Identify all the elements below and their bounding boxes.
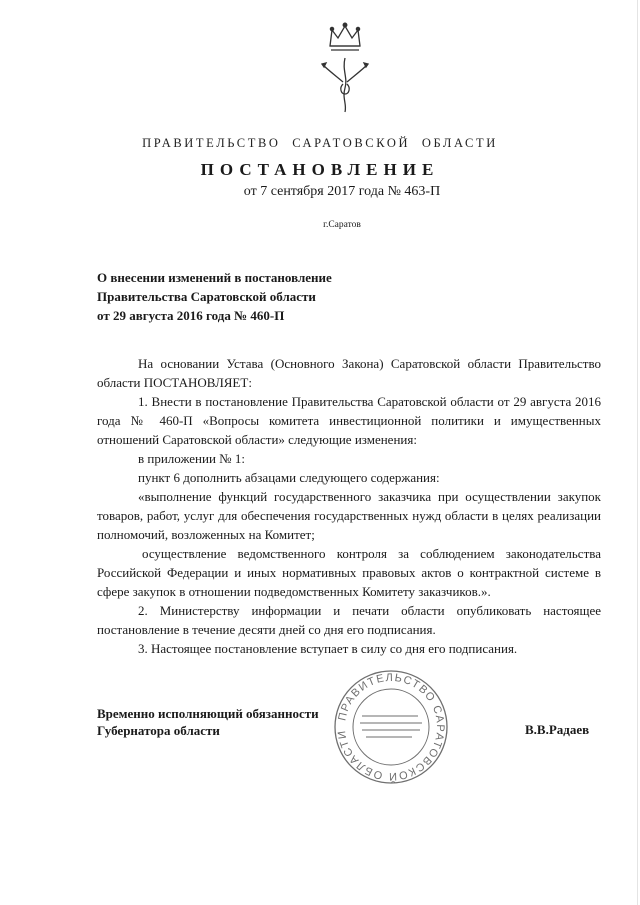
government-title: ПРАВИТЕЛЬСТВО САРАТОВСКОЙ ОБЛАСТИ <box>142 136 498 150</box>
signatory-title-line-2: Губернатора области <box>97 723 220 738</box>
subject-line-2: Правительства Саратовской области <box>97 289 316 304</box>
paragraph-quote-2: осуществление ведомственного контроля за соблюдением законодательства Российской Федерации и иных нормативных правовых актов о контрактной системе в сфере закупок в отношении подведомственных Комитету заказчиков.». <box>97 546 601 599</box>
decree-subject <box>97 268 457 325</box>
scan-edge-line <box>637 0 638 905</box>
paragraph-appendix: в приложении № 1: <box>138 451 245 466</box>
city-name: г.Саратов <box>323 220 361 230</box>
crown-emblem-icon <box>310 18 380 118</box>
paragraph-preamble: На основании Устава (Основного Закона) Саратовской области Правительство области ПОСТАНОВЛЯЕТ: <box>97 356 601 390</box>
paragraph-item-1: 1. Внести в постановление Правительства Саратовской области от 29 августа 2016 года № 460-П «Вопросы комитета инвестиционной политики и имущественных отношений Саратовской области» следующие изменения: <box>97 394 601 447</box>
decree-date-number: от 7 сентября 2017 года № 463-П <box>243 184 441 199</box>
decree-body <box>97 354 601 658</box>
decree-title: ПОСТАНОВЛЕНИЕ <box>200 160 440 179</box>
subject-line-3: от 29 августа 2016 года № 460-П <box>97 308 285 323</box>
paragraph-item-3: 3. Настоящее постановление вступает в силу со дня его подписания. <box>138 641 518 656</box>
seal-ring-text: ПРАВИТЕЛЬСТВО САРАТОВСКОЙ ОБЛАСТИ <box>335 671 447 783</box>
signatory-title <box>97 705 367 739</box>
paragraph-quote-1: «выполнение функций государственного заказчика при осуществлении закупок товаров, работ, услуг для обеспечения государственных нужд области в целях реализации полномочий, возложенных на Комитет; <box>97 489 601 542</box>
paragraph-item-2: 2. Министерству информации и печати области опубликовать настоящее постановление в течение десяти дней со дня его подписания. <box>97 603 601 637</box>
paragraph-point-6: пункт 6 дополнить абзацами следующего содержания: <box>138 470 440 485</box>
subject-line-1: О внесении изменений в постановление <box>97 270 332 285</box>
signatory-name: В.В.Радаев <box>525 722 590 737</box>
signatory-title-line-1: Временно исполняющий обязанности <box>97 706 319 721</box>
